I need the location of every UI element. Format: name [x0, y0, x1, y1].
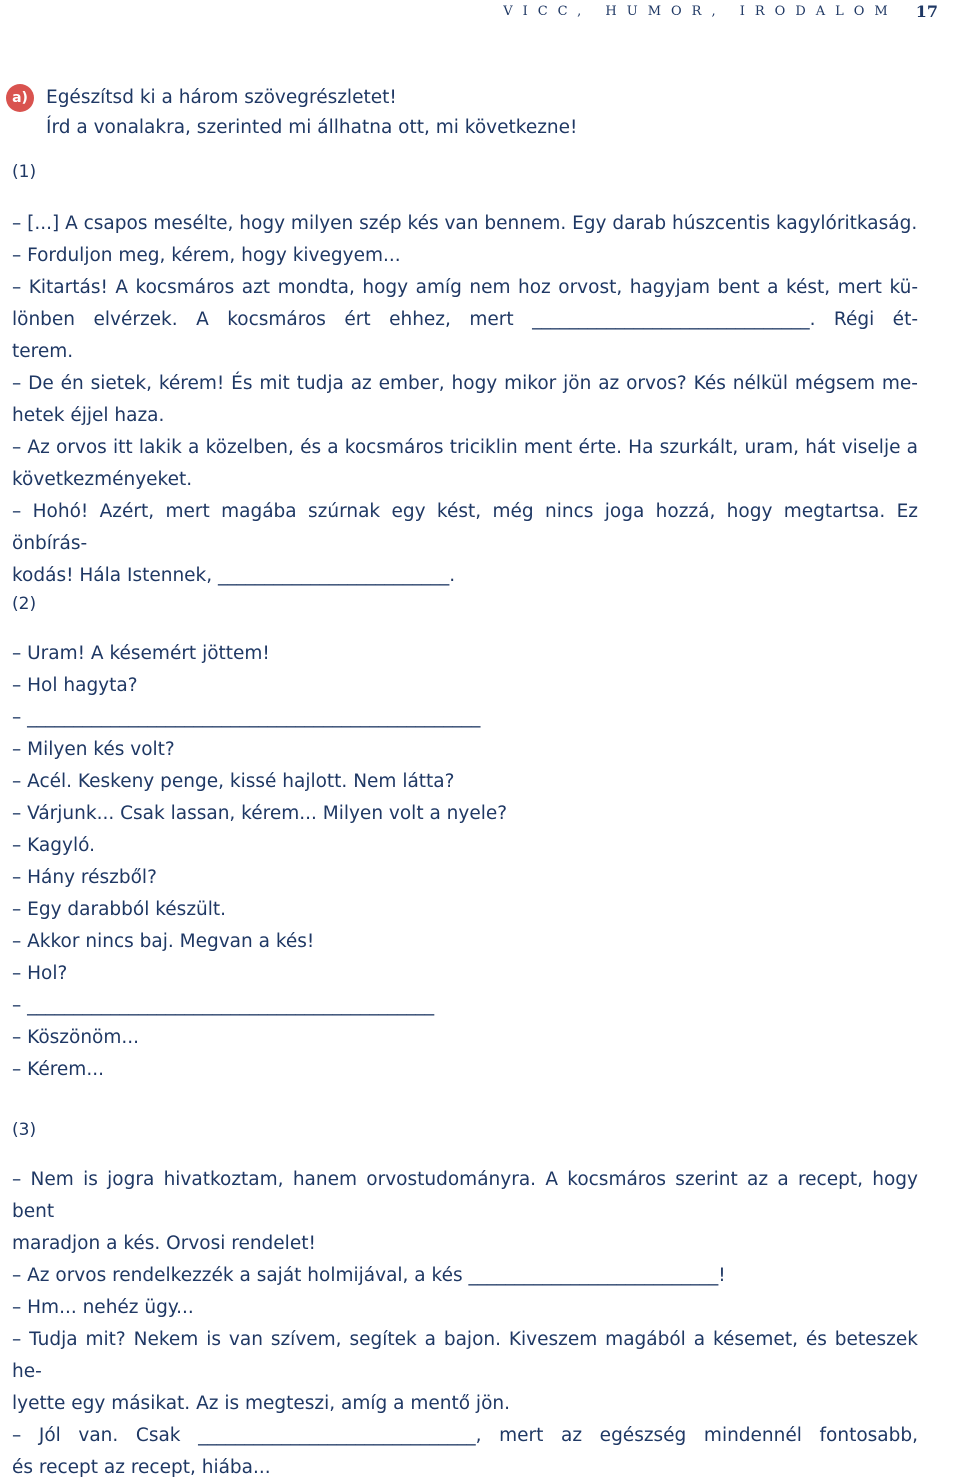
part-1-label: (1): [12, 162, 37, 182]
text-line: – Acél. Keskeny penge, kissé hajlott. Nem látta?: [12, 771, 455, 792]
text-line: – Várjunk... Csak lassan, kérem... Milyen volt a nyele?: [12, 803, 508, 824]
text-line: – Jól van. Csak ______________________________, mert az egészség mindennél fontosabb,: [12, 1425, 918, 1446]
text-line: kodás! Hála Istennek, _________________________.: [12, 565, 456, 586]
text-line: – Köszönöm...: [12, 1027, 140, 1048]
text-line: – Kitartás! A kocsmáros azt mondta, hogy amíg nem hoz orvost, hagyjam bent a kést, mert kü-: [12, 277, 918, 298]
text-line: – [...] A csapos mesélte, hogy milyen szép kés van bennem. Egy darab húszcentis kagylóritkaság.: [12, 213, 918, 234]
task-badge: a): [6, 84, 34, 112]
part-2-label: (2): [12, 594, 37, 614]
text-line: – Uram! A késemért jöttem!: [12, 643, 270, 664]
text-line: – Hohó! Azért, mert magába szúrnak egy kést, még nincs joga hozzá, hogy megtartsa. Ez önbírás-: [12, 501, 918, 554]
text-line: lönben elvérzek. A kocsmáros ért ehhez, mert ______________________________. Régi ét-: [12, 309, 918, 330]
text-line: – Hol hagyta?: [12, 675, 138, 696]
text-line: – _________________________________________________: [12, 707, 481, 728]
text-line: – Az orvos rendelkezzék a saját holmijával, a kés ___________________________!: [12, 1265, 726, 1286]
part-2-text: [12, 638, 918, 1086]
running-title: VICC, HUMOR, IRODALOM: [503, 3, 898, 19]
text-line: – De én sietek, kérem! És mit tudja az ember, hogy mikor jön az orvos? Kés nélkül mégsem me-: [12, 373, 918, 394]
instruction-line-1: Egészítsd ki a három szövegrészletet!: [46, 87, 397, 108]
text-line: – Hány részből?: [12, 867, 157, 888]
text-line: – Kérem...: [12, 1059, 104, 1080]
text-line: – Hm... nehéz ügy...: [12, 1297, 194, 1318]
text-line: – Az orvos itt lakik a közelben, és a kocsmáros triciklin ment érte. Ha szurkált, uram, hát viselje a: [12, 437, 918, 458]
text-line: – Forduljon meg, kérem, hogy kivegyem...: [12, 245, 401, 266]
text-line: – Egy darabból készült.: [12, 899, 227, 920]
part-1-text: [12, 208, 918, 592]
text-line: terem.: [12, 341, 74, 362]
text-line: – Kagyló.: [12, 835, 95, 856]
text-line: – Nem is jogra hivatkoztam, hanem orvostudományra. A kocsmáros szerint az a recept, hogy bent: [12, 1169, 918, 1222]
text-line: – Tudja mit? Nekem is van szívem, segítek a bajon. Kiveszem magából a késemet, és beteszek he-: [12, 1329, 918, 1382]
running-header: [503, 0, 938, 22]
text-line: lyette egy másikat. Az is megteszi, amíg a mentő jön.: [12, 1393, 510, 1414]
page-number: 17: [915, 1, 938, 21]
part-3-text: [12, 1164, 918, 1484]
instruction-line-2: Írd a vonalakra, szerinted mi állhatna ott, mi következne!: [46, 117, 578, 138]
text-line: – Akkor nincs baj. Megvan a kés!: [12, 931, 315, 952]
text-line: maradjon a kés. Orvosi rendelet!: [12, 1233, 316, 1254]
text-line: hetek éjjel haza.: [12, 405, 165, 426]
text-line: – ____________________________________________: [12, 995, 435, 1016]
text-line: következményeket.: [12, 469, 193, 490]
text-line: – Hol?: [12, 963, 68, 984]
part-3-label: (3): [12, 1120, 37, 1140]
text-line: és recept az recept, hiába...: [12, 1457, 271, 1478]
text-line: – Milyen kés volt?: [12, 739, 175, 760]
